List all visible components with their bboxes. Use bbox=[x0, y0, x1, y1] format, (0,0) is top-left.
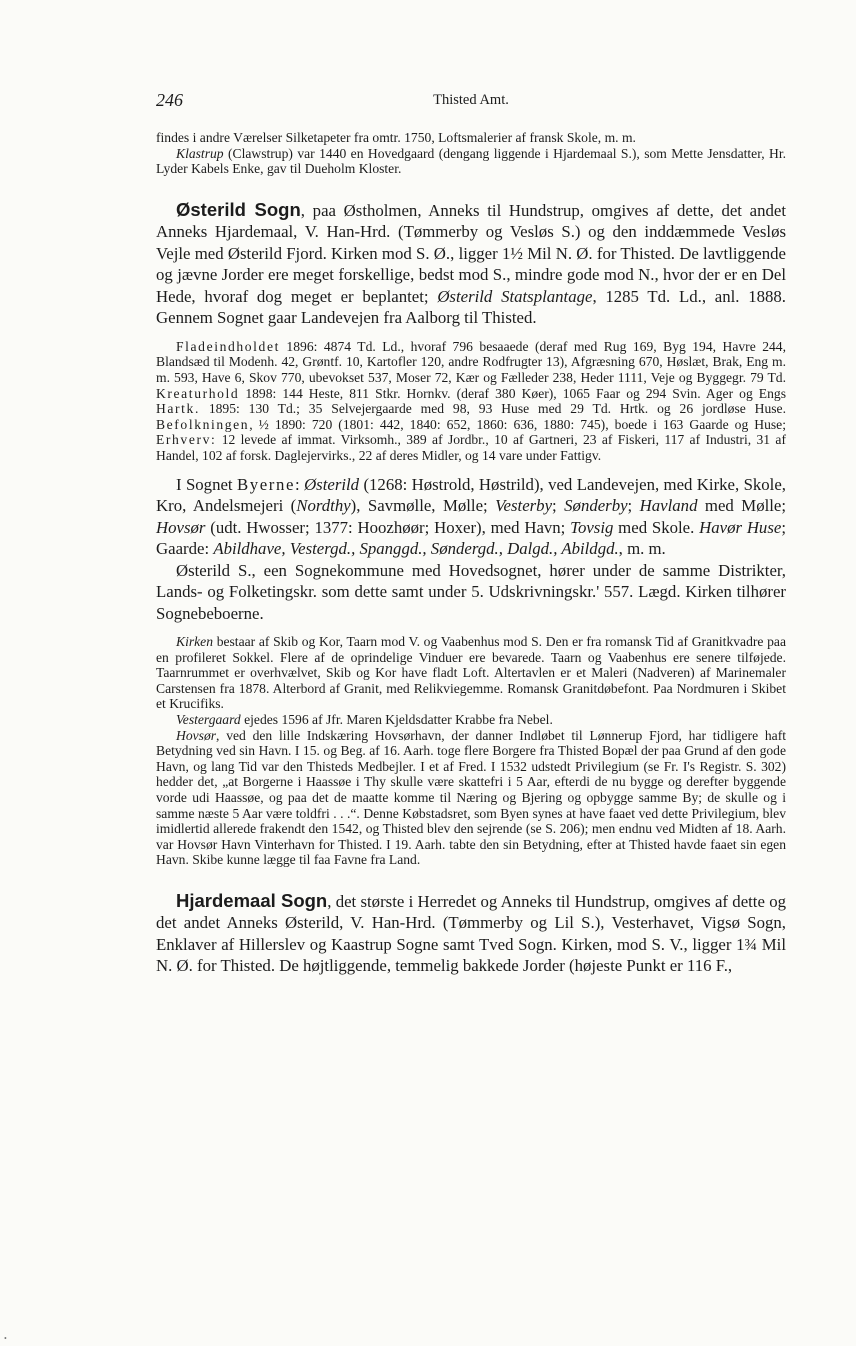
hovsor-note bbox=[156, 728, 786, 868]
margin-mark: • bbox=[4, 1334, 7, 1343]
vestergaard-label: Vestergaard bbox=[176, 712, 241, 727]
byerne-text-c: (1268: Høstrold, Høstrild), ved Landevejen, med Kirke, Skole, Kro, Andelsmejeri ( bbox=[156, 474, 786, 516]
place-osterild: Østerild bbox=[304, 474, 360, 494]
byerne-text-f: ; bbox=[627, 496, 640, 516]
stat-befolkning-label: Befolkningen bbox=[156, 416, 250, 432]
place-vesterby: Vesterby bbox=[495, 496, 553, 516]
osterild-paragraph bbox=[156, 199, 786, 329]
byerne-text-j: ; Gaarde: bbox=[156, 517, 786, 559]
vestergaard-note bbox=[156, 712, 786, 728]
stat-kreaturhold-text: 1898: 144 Heste, 811 Stkr. Hornkv. (deraf 380 Køer), 1065 Faar og 294 Svin. Ager og Engs bbox=[239, 385, 786, 401]
hovsor-label: Hovsør bbox=[176, 727, 217, 743]
stat-befolkning-text: , ½ 1890: 720 (1801: 442, 1840: 652, 1860: 636, 1880: 745), boede i 163 Gaarde og Huse; bbox=[249, 416, 786, 432]
place-havor-huse: Havør Huse bbox=[699, 517, 782, 537]
byerne-text-i: med Skole. bbox=[613, 517, 700, 537]
place-hovsor: Hovsør bbox=[156, 517, 206, 537]
stat-fladeindhold-label: Fladeindholdet bbox=[176, 338, 280, 354]
place-havland: Havland bbox=[639, 496, 698, 516]
byerne-text-a: I Sognet bbox=[176, 474, 237, 494]
running-title: Thisted Amt. bbox=[433, 92, 509, 108]
stat-hartk-label: Hartk. bbox=[156, 401, 200, 417]
page-header bbox=[156, 90, 786, 116]
osterild-text-1: , paa Østholmen, Anneks til Hundstrup, omgives af dette, det andet Anneks Hjardemaal, V. Han-Hrd. (Tømmerby og Vesløs S.) og den inddæmmede Vesløs Vejle med Østerild Fjord. Kirken mod S. Ø., ligger 1½ Mil N. Ø. for Thisted. De lavtliggende og jævne Jorder ere meget forskellige, bedst mod S., mindre gode mod N., hvor der er en Del Hede, hvoraf dog meget er beplantet; bbox=[156, 200, 786, 306]
byerne-paragraph bbox=[156, 474, 786, 560]
klastrup-label: Klastrup bbox=[176, 145, 224, 161]
klastrup-note bbox=[156, 146, 786, 177]
continuation-paragraph: findes i andre Værelser Silketapeter fra omtr. 1750, Loftsmalerier af fransk Skole, m. m. bbox=[156, 130, 636, 145]
kirken-note bbox=[156, 634, 786, 712]
hjardemaal-paragraph bbox=[156, 890, 786, 977]
stat-erhverv-text: 12 levede af immat. Virksomh., 389 af Jordbr., 10 af Gartneri, 23 af Fiskeri, 117 af Industri, 31 af Handel, 102 af forsk. Daglejervirks., 22 af deres Midler, og 14 vare under Fattigv. bbox=[156, 432, 786, 463]
kirken-text: bestaar af Skib og Kor, Taarn mod V. og Vaabenhus mod S. Den er fra romansk Tid af Granitkvadre paa en profileret Sokkel. Flere af de oprindelige Vinduer ere bevarede. Taarn og Vaabenhus ere senere tilføjede. Taarnrummet er overhvælvet, Skib og Kor have fladt Loft. Altertavlen er et Maleri (Nadveren) af Marinemaler Carstensen fra 1878. Alterbord af Granit, med Relikviegemme. Romansk Granitdøbefont. Paa Nordmuren i Skibet et Krucifiks. bbox=[156, 634, 786, 712]
byerne-text-h: (udt. Hwosser; 1377: Hoozhøør; Hoxer), med Havn; bbox=[205, 517, 571, 537]
stat-fladeindhold-text: 1896: 4874 Td. Ld., hvoraf 796 besaaede (deraf med Rug 169, Byg 194, Havre 244, Blandsæd til Modenh. 42, Grøntf. 10, Kartofler 120, andre Rodfrugter 13), Afgræsning 670, Høslæt, Brak, Eng m. m. 593, Have 6, Skov 770, ubevokset 537, Moser 72, Kær og Fælleder 238, Heder 1111, Veje og Byggegr. 79 Td. bbox=[156, 338, 786, 385]
place-sonderby: Sønderby bbox=[564, 496, 628, 516]
place-nordthy: Nordthy bbox=[296, 496, 351, 516]
place-tovsig: Tovsig bbox=[570, 517, 614, 537]
statistics-paragraph bbox=[156, 339, 786, 464]
vestergaard-text: ejedes 1596 af Jfr. Maren Kjeldsdatter Krabbe fra Nebel. bbox=[240, 712, 553, 727]
byerne-text-e: ; bbox=[552, 496, 565, 516]
page-number: 246 bbox=[156, 90, 183, 110]
byerne-text-b: : bbox=[295, 474, 305, 494]
byerne-label: Byerne bbox=[236, 474, 296, 494]
hovsor-text: , ved den lille Indskæring Hovsørhavn, der danner Indløbet til Lønnerup Fjord, har tidligere haft Betydning ved sin Havn. I 15. og Beg. af 16. Aarh. toge flere Borgere fra Thisted Bopæl der paa Grund af den gode Havn, og lang Tid var den Thisteds Medbejler. I et af Fred. I 1532 udstedt Privilegium (se Fr. I's Registr. S. 302) hedder det, „at Borgerne i Haassøe i Thy skulle være skattefri i 5 Aar, efterdi de nu bygge og derefter byggende vorde udi Haassøe, og paa det de maatte komme til Næring og Bjering og opbygge samme By; de skulle og i samme næste 5 Aar være toldfri . . .“. Denne Købstadsret, som Byen synes at have faaet ved dette Privilegium, blev imidlertid allerede frakendt den 1542, og Thisted blev den sejrende (se S. 206); men endnu ved Midten af 18. Aarh. var Hovsør Havn Vinterhavn for Thisted. I 19. Aarh. tabte den sin Betydning, efter at Thisted havde faaet sin egen Havn. Skibe kunne lægge til faa Favne fra Land. bbox=[156, 727, 786, 868]
stat-hartk-text: 1895: 130 Td.; 35 Selvejergaarde med 98, 93 Huse med 29 Td. Hrtk. og 26 jordløse Huse. bbox=[199, 401, 786, 417]
byerne-text-k: , m. m. bbox=[618, 539, 666, 559]
byerne-text-g: med Mølle; bbox=[697, 496, 787, 516]
osterild-sogn-heading: Østerild Sogn bbox=[176, 198, 301, 220]
hjardemaal-sogn-heading: Hjardemaal Sogn bbox=[176, 889, 328, 911]
osterild-text-2: , 1285 Td. Ld., anl. 1888. Gennem Sognet gaar Landevejen fra Aalborg til Thisted. bbox=[156, 286, 786, 328]
hjardemaal-text: , det største i Herredet og Anneks til Hundstrup, omgives af dette og det andet Anneks Østerild, V. Han-Hrd. (Tømmerby og Lil S.), Vesterhavet, Vigsø Sogn, Enklaver af Hillerslev og Kaastrup Sogne samt Tved Sogn. Kirken, mod S. V., ligger 1¾ Mil N. Ø. for Thisted. De højtliggende, temmelig bakkede Jorder (højeste Punkt er 116 F., bbox=[156, 891, 786, 976]
byerne-text-d: ), Savmølle, Mølle; bbox=[350, 496, 496, 516]
page bbox=[156, 90, 786, 977]
statsplantage-name: Østerild Statsplantage bbox=[437, 286, 593, 306]
gaarde-list: Abildhave, Vestergd., Spanggd., Søndergd., Dalgd., Abildgd. bbox=[213, 539, 619, 559]
klastrup-text: (Clawstrup) var 1440 en Hovedgaard (dengang liggende i Hjardemaal S.), som Mette Jensdatter, Hr. Lyder Kabels Enke, gav til Dueholm Kloster. bbox=[156, 145, 786, 177]
kommune-paragraph: Østerild S., een Sognekommune med Hovedsognet, hører under de samme Distrikter, Lands- og Folketingskr. som dette samt under 5. Udskrivningskr.' 557. Lægd. Kirken tilhører Sognebeboerne. bbox=[156, 560, 786, 623]
kirken-label: Kirken bbox=[176, 634, 213, 650]
stat-erhverv-label: Erhverv: bbox=[156, 432, 217, 448]
stat-kreaturhold-label: Kreaturhold bbox=[156, 385, 240, 401]
